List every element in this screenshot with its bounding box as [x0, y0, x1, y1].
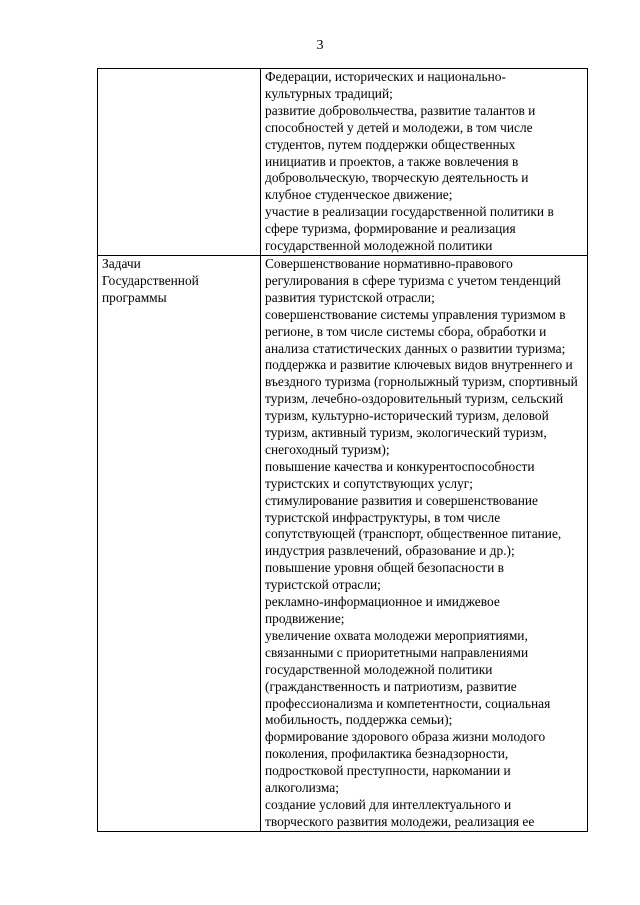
row-label-cell: [98, 255, 261, 831]
page-number: 3: [316, 38, 324, 53]
content-line: клубное студенческое движение;: [265, 187, 453, 203]
label-line: Задачи: [102, 255, 141, 271]
content-line: создание условий для интеллектуального и: [265, 796, 512, 812]
table-row: [98, 255, 588, 831]
content-line: увеличение охвата молодежи мероприятиями,: [265, 627, 528, 643]
content-line: анализа статистических данных о развитии туризма;: [265, 340, 566, 356]
content-line: совершенствование системы управления туризмом в: [265, 306, 566, 322]
content-line: мобильность, поддержка семьи);: [265, 712, 453, 728]
table-body: [98, 69, 588, 832]
content-line: поколения, профилактика безнадзорности,: [265, 746, 509, 762]
content-line: профессионализма и компетентности, социальная: [265, 695, 551, 711]
content-line: формирование здорового образа жизни молодого: [265, 729, 546, 745]
content-line: развития туристской отрасли;: [265, 289, 435, 305]
content-line: добровольческую, творческую деятельность и: [265, 170, 529, 186]
row-label-cell: [98, 69, 261, 256]
content-line: алкоголизма;: [265, 780, 339, 796]
content-line: повышение уровня общей безопасности в: [265, 560, 504, 576]
content-line: стимулирование развития и совершенствование: [265, 492, 538, 508]
label-line: программы: [102, 289, 167, 305]
row-content-cell: [261, 69, 588, 256]
content-line: повышение качества и конкурентоспособности: [265, 458, 535, 474]
content-line: инициатив и проектов, а также вовлечения в: [265, 153, 519, 169]
content-line: туризм, активный туризм, экологический туризм,: [265, 425, 547, 441]
content-line: въездного туризма (горнолыжный туризм, спортивный: [265, 374, 578, 390]
content-line: Федерации, исторических и национально-: [265, 69, 506, 84]
content-line: (гражданственность и патриотизм, развитие: [265, 678, 517, 694]
content-line: студентов, путем поддержки общественных: [265, 136, 516, 152]
program-passport-table: [97, 68, 588, 832]
content-line: участие в реализации государственной политики в: [265, 204, 554, 220]
content-line: сфере туризма, формирование и реализация: [265, 221, 516, 237]
content-line: сопутствующей (транспорт, общественное питание,: [265, 526, 562, 542]
content-line: подростковой преступности, наркомании и: [265, 763, 511, 779]
content-line: продвижение;: [265, 611, 345, 626]
content-line: туристской инфраструктуры, в том числе: [265, 509, 501, 525]
content-line: туризм, лечебно-оздоровительный туризм, сельский: [265, 391, 564, 407]
content-line: индустрия развлечений, образование и др.);: [265, 543, 515, 559]
content-line: связанными с приоритетными направлениями: [265, 644, 529, 660]
content-line: способностей у детей и молодежи, в том числе: [265, 119, 533, 135]
content-line: регулирования в сфере туризма с учетом тенденций: [265, 272, 561, 288]
label-line: Государственной: [102, 272, 199, 288]
content-line: туризм, культурно-исторический туризм, деловой: [265, 408, 549, 424]
row-content-cell: [261, 255, 588, 831]
content-line: рекламно-информационное и имиджевое: [265, 594, 500, 610]
content-line: развитие добровольчества, развитие талантов и: [265, 102, 536, 118]
content-line: регионе, в том числе системы сбора, обработки и: [265, 323, 547, 339]
content-line: Совершенствование нормативно-правового: [265, 255, 513, 271]
table-row: [98, 69, 588, 256]
content-line: туристской отрасли;: [265, 577, 381, 593]
content-line: поддержка и развитие ключевых видов внутреннего и: [265, 357, 573, 373]
content-line: снегоходный туризм);: [265, 441, 390, 457]
content-line: туристских и сопутствующих услуг;: [265, 475, 473, 491]
content-line: государственной молодежной политики: [265, 661, 493, 677]
content-line: государственной молодежной политики: [265, 238, 493, 254]
content-line: культурных традиций;: [265, 85, 393, 101]
content-line: творческого развития молодежи, реализация ее: [265, 813, 535, 829]
